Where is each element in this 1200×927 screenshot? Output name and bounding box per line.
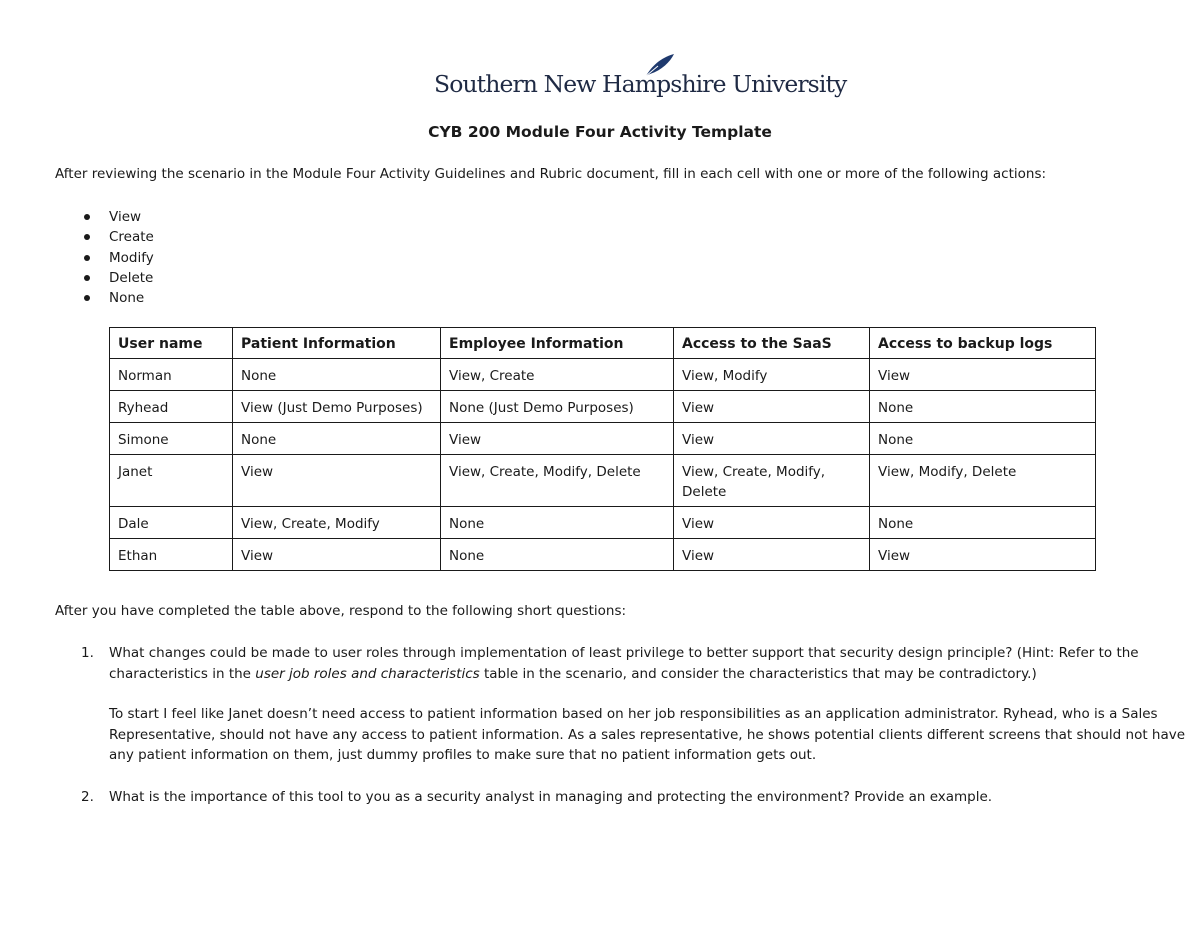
document-title: CYB 200 Module Four Activity Template bbox=[428, 123, 772, 141]
table-cell: View bbox=[870, 359, 1096, 391]
question-text: table in the scenario, and consider the characteristics that may be contradictory.) bbox=[479, 665, 1037, 682]
question-2 bbox=[55, 787, 1200, 811]
table-cell: View bbox=[441, 423, 674, 455]
table-cell: Ryhead bbox=[110, 391, 233, 423]
table-cell: View bbox=[674, 391, 870, 423]
question-1 bbox=[55, 643, 1200, 763]
question-text: What is the importance of this tool to you as a security analyst in managing and protecting the environment? Provide an example. bbox=[109, 789, 993, 805]
table-cell: Ethan bbox=[110, 539, 233, 571]
table-row bbox=[110, 423, 1096, 455]
intro-paragraph: After reviewing the scenario in the Module Four Activity Guidelines and Rubric document, fill in each cell with one or more of the following actions: bbox=[55, 166, 1047, 182]
table-row bbox=[110, 391, 1096, 423]
table-cell: None bbox=[233, 359, 441, 391]
table-cell: View, Create bbox=[441, 359, 674, 391]
list-item: Modify bbox=[55, 248, 154, 268]
table-cell: View bbox=[674, 423, 870, 455]
table-cell: Norman bbox=[110, 359, 233, 391]
table-cell: View bbox=[233, 539, 441, 571]
header-cell: Employee Information bbox=[441, 328, 674, 359]
table-row bbox=[110, 455, 1096, 507]
logo-text: Southern New Hampshire University bbox=[434, 70, 847, 98]
after-table-paragraph: After you have completed the table above, respond to the following short questions: bbox=[55, 603, 627, 619]
table-cell: View, Create, Modify bbox=[233, 507, 441, 539]
header-cell: Access to the SaaS bbox=[674, 328, 870, 359]
answer-text: To start I feel like Janet doesn’t need access to patient information based on her job responsibilities as an application administrator. Ryhead, who is a Sales Representative, should not have any access to patient information. As a sales representative, he shows potential clients different screens that should not have any patient information on them, just dummy profiles to make sure that no patient information gets out. bbox=[109, 706, 1186, 763]
table-cell: View, Modify, Delete bbox=[870, 455, 1096, 507]
table-cell: Simone bbox=[110, 423, 233, 455]
table-cell: View, Create, Modify, Delete bbox=[674, 455, 870, 507]
table-header-row bbox=[110, 328, 1096, 359]
table-cell: View bbox=[233, 455, 441, 507]
header-cell: Access to backup logs bbox=[870, 328, 1096, 359]
header-cell: User name bbox=[110, 328, 233, 359]
list-item: Delete bbox=[55, 268, 154, 288]
table-cell: View (Just Demo Purposes) bbox=[233, 391, 441, 423]
table-cell: View bbox=[870, 539, 1096, 571]
table-cell: View, Modify bbox=[674, 359, 870, 391]
question-number: 2. bbox=[81, 789, 94, 805]
table-cell: None bbox=[870, 423, 1096, 455]
table-cell: None bbox=[870, 507, 1096, 539]
table-cell: Dale bbox=[110, 507, 233, 539]
table-cell: Janet bbox=[110, 455, 233, 507]
question-body bbox=[109, 643, 1199, 766]
question-body bbox=[109, 787, 1199, 808]
university-logo bbox=[434, 52, 847, 104]
table-cell: None bbox=[441, 539, 674, 571]
table-cell: None bbox=[441, 507, 674, 539]
table-cell: View bbox=[674, 507, 870, 539]
question-text-italic: user job roles and characteristics bbox=[255, 665, 480, 682]
table-cell: View, Create, Modify, Delete bbox=[441, 455, 674, 507]
table-cell: View bbox=[674, 539, 870, 571]
list-item: Create bbox=[55, 227, 154, 247]
table-cell: None bbox=[870, 391, 1096, 423]
question-number: 1. bbox=[81, 645, 94, 661]
table-cell: None (Just Demo Purposes) bbox=[441, 391, 674, 423]
list-item: None bbox=[55, 288, 154, 308]
actions-list bbox=[55, 207, 154, 308]
table-row bbox=[110, 359, 1096, 391]
table-cell: None bbox=[233, 423, 441, 455]
table-row bbox=[110, 539, 1096, 571]
header-cell: Patient Information bbox=[233, 328, 441, 359]
list-item: View bbox=[55, 207, 154, 227]
access-table bbox=[109, 327, 1096, 571]
question-text: What changes could be made to user roles through implementation of least privilege to better support that security design principle? (Hint: Refer to the characteristics in the bbox=[109, 645, 1139, 682]
table-row bbox=[110, 507, 1096, 539]
